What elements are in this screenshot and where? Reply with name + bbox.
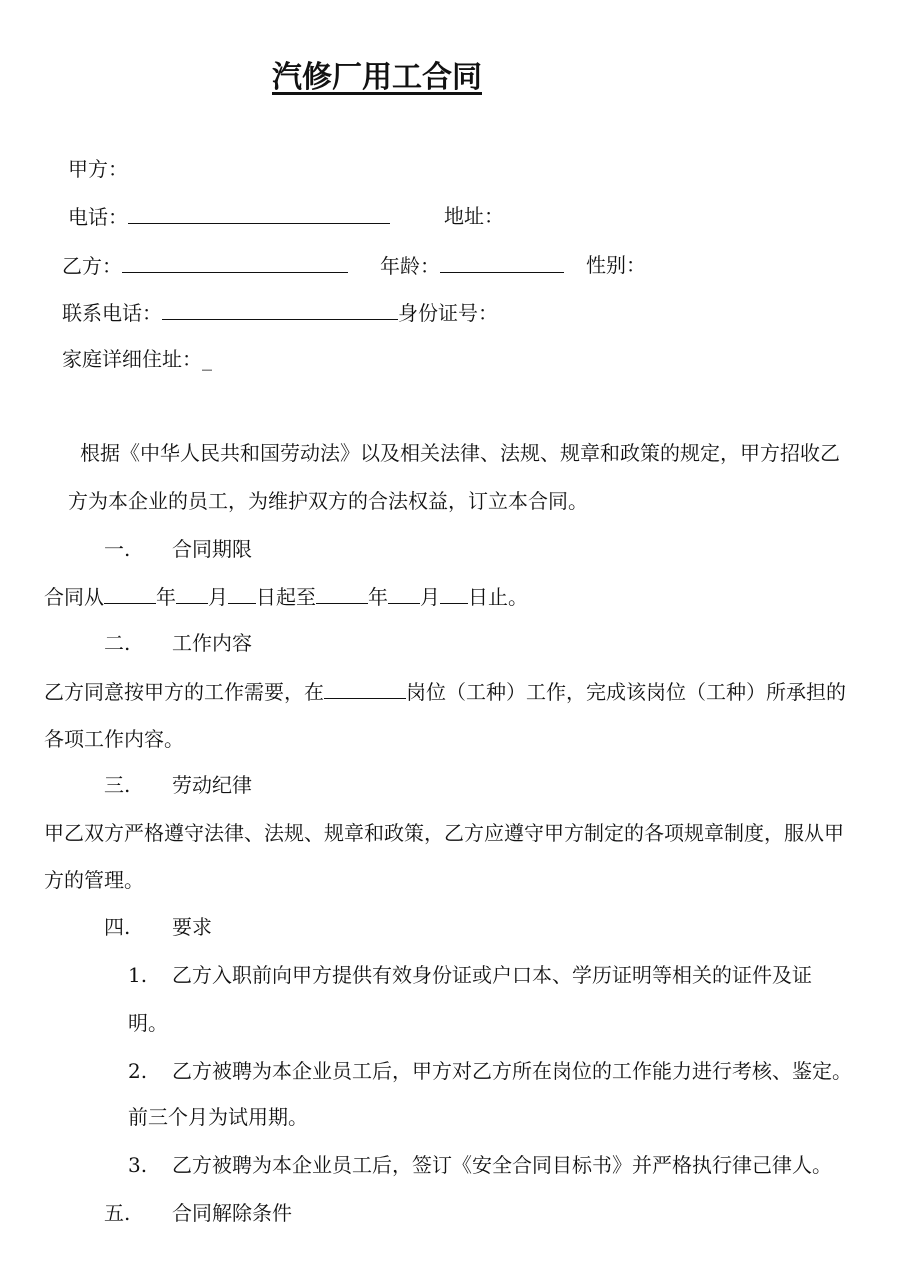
section-2-number: 二. [104, 631, 131, 655]
requirement-1-line-2: 明。 [128, 1011, 168, 1035]
requirement-1-number: 1. [128, 963, 148, 987]
term-text-end: 日止。 [468, 585, 528, 609]
requirement-1-line-1: 乙方入职前向甲方提供有效身份证或户口本、学历证明等相关的证件及证 [172, 963, 812, 987]
gender-label: 性别： [586, 253, 646, 277]
term-text-to: 日起至 [256, 585, 316, 609]
section-1-number: 一. [104, 537, 131, 561]
section-2-title: 工作内容 [172, 631, 252, 655]
requirement-2-line-2: 前三个月为试用期。 [128, 1105, 308, 1129]
address-label: 地址： [444, 204, 504, 228]
term-text-month-2: 月 [420, 585, 440, 609]
contact-phone-blank[interactable] [162, 299, 398, 320]
work-text-post: 岗位（工种）工作，完成该岗位（工种）所承担的 [406, 680, 846, 704]
section-4-title: 要求 [172, 915, 212, 939]
end-year-blank[interactable] [316, 583, 368, 604]
id-label: 身份证号： [398, 301, 498, 325]
requirement-2-number: 2. [128, 1059, 148, 1083]
position-blank[interactable] [324, 678, 406, 699]
requirement-3-number: 3. [128, 1153, 148, 1177]
end-day-blank[interactable] [440, 583, 468, 604]
section-1-title: 合同期限 [172, 537, 252, 561]
term-text-year: 年 [156, 585, 176, 609]
work-line-1 [44, 678, 846, 705]
start-year-blank[interactable] [104, 583, 156, 604]
contact-row [62, 299, 498, 326]
section-5-number: 五. [104, 1201, 131, 1225]
term-line [44, 583, 528, 610]
contract-title: 汽修厂用工合同 [272, 60, 482, 95]
age-row [380, 252, 564, 279]
intro-line-2: 方为本企业的员工，为维护双方的合法权益，订立本合同。 [68, 489, 588, 513]
home-address-label: 家庭详细住址：_ [62, 347, 212, 371]
section-3-title: 劳动纪律 [172, 773, 252, 797]
term-text-year-2: 年 [368, 585, 388, 609]
intro-line-1: 根据《中华人民共和国劳动法》以及相关法律、法规、规章和政策的规定，甲方招收乙 [80, 441, 840, 465]
phone-blank[interactable] [128, 203, 390, 224]
requirement-3-line-1: 乙方被聘为本企业员工后，签订《安全合同目标书》并严格执行律己律人。 [172, 1153, 832, 1177]
term-text-month: 月 [208, 585, 228, 609]
discipline-line-1: 甲乙双方严格遵守法律、法规、规章和政策，乙方应遵守甲方制定的各项规章制度，服从甲 [44, 821, 844, 845]
work-text-pre: 乙方同意按甲方的工作需要，在 [44, 680, 324, 704]
work-line-2: 各项工作内容。 [44, 727, 184, 751]
start-month-blank[interactable] [176, 583, 208, 604]
party-b-row [62, 252, 348, 279]
party-a-label: 甲方： [68, 157, 128, 181]
contact-phone-label: 联系电话： [62, 301, 162, 325]
age-blank[interactable] [440, 252, 564, 273]
phone-row [68, 203, 390, 230]
discipline-line-2: 方的管理。 [44, 868, 144, 892]
term-text-from: 合同从 [44, 585, 104, 609]
phone-label: 电话： [68, 205, 128, 229]
section-4-number: 四. [104, 915, 131, 939]
start-day-blank[interactable] [228, 583, 256, 604]
party-b-blank[interactable] [122, 252, 348, 273]
age-label: 年龄： [380, 254, 440, 278]
section-3-number: 三. [104, 773, 131, 797]
end-month-blank[interactable] [388, 583, 420, 604]
requirement-2-line-1: 乙方被聘为本企业员工后，甲方对乙方所在岗位的工作能力进行考核、鉴定。 [172, 1059, 852, 1083]
party-b-label: 乙方： [62, 254, 122, 278]
section-5-title: 合同解除条件 [172, 1201, 292, 1225]
